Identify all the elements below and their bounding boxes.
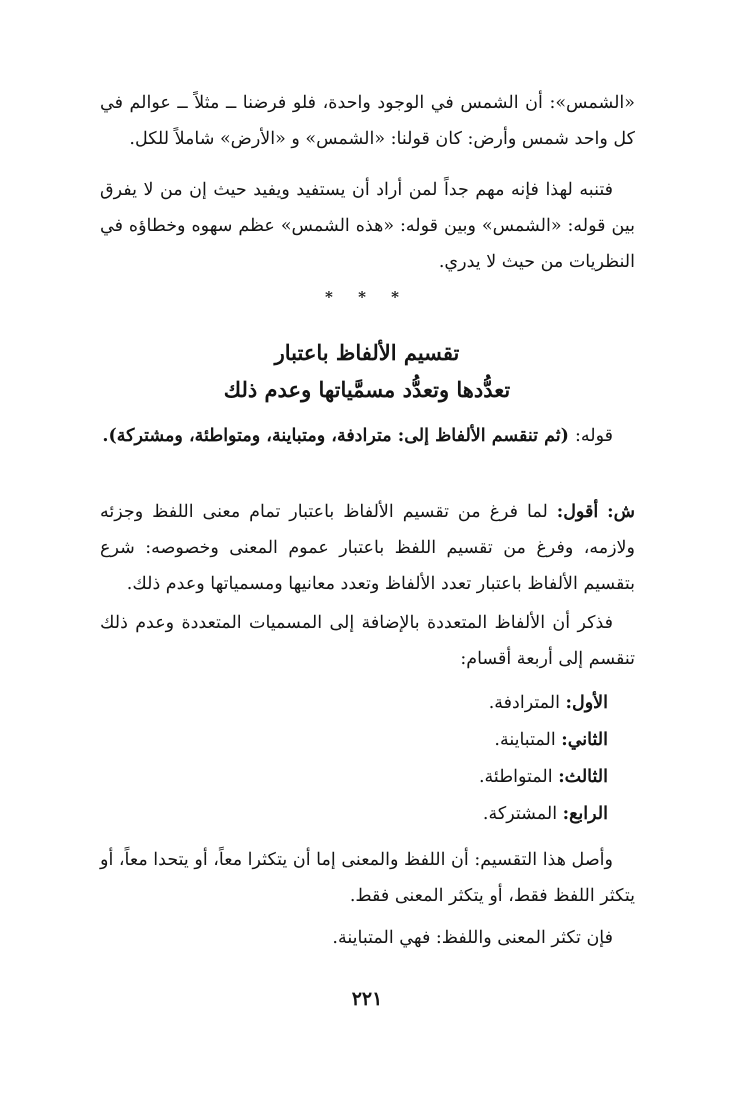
quote-body: (ثم تنقسم الألفاظ إلى: مترادفة، ومتباينة، ومتواطئة، ومشتركة). bbox=[102, 426, 569, 446]
commentary-prefix: ش: bbox=[607, 502, 635, 522]
categories-list bbox=[188, 685, 608, 833]
category-label: الثالث: bbox=[558, 767, 608, 787]
quote-label: قوله: bbox=[574, 426, 613, 446]
category-item bbox=[188, 759, 608, 796]
category-text: المشتركة. bbox=[482, 804, 558, 824]
category-label: الأول: bbox=[565, 693, 608, 713]
category-text: المتواطئة. bbox=[478, 767, 553, 787]
section-heading-line-2: تعدُّدها وتعدُّد مسمَّياتها وعدم ذلك bbox=[223, 377, 511, 402]
category-text: المترادفة. bbox=[488, 693, 560, 713]
paragraph-line: «الشمس»: أن الشمس في الوجود واحدة، فلو فرضنا ــ مثلاً ــ عوالم في bbox=[100, 93, 635, 113]
page-number: ٢٢١ bbox=[351, 988, 383, 1010]
category-item bbox=[188, 685, 608, 722]
intro-paragraph bbox=[100, 605, 635, 677]
category-item bbox=[188, 796, 608, 833]
final-text: فإن تكثر المعنى واللفظ: فهي المتباينة. bbox=[332, 928, 613, 948]
origin-paragraph bbox=[100, 842, 635, 914]
quoted-text bbox=[100, 418, 635, 454]
paragraph-line: كل واحد شمس وأرض: كان قولنا: «الشمس» و «الأرض» شاملاً للكل. bbox=[129, 129, 635, 149]
section-separator: * * * bbox=[325, 288, 409, 306]
category-item bbox=[188, 722, 608, 759]
paragraph-continuation bbox=[100, 85, 635, 157]
paragraph-line: بين قوله: «الشمس» وبين قوله: «هذه الشمس» عظم سهوه وخطاؤه في bbox=[100, 216, 635, 236]
category-text: المتباينة. bbox=[494, 730, 556, 750]
commentary-body: لما فرغ من تقسيم الألفاظ باعتبار تمام معنى اللفظ وجزئه ولازمه، وفرغ من تقسيم اللفظ باعتبار عموم المعنى وخصوصه: شرع بتقسيم الألفاظ باعتبار تعدد الألفاظ وتعدد معانيها ومسمياتها وعدم ذلك. bbox=[100, 502, 635, 594]
commentary-paragraph bbox=[100, 494, 635, 602]
intro-text: فذكر أن الألفاظ المتعددة بالإضافة إلى المسميات المتعددة وعدم ذلك تنقسم إلى أربعة أقسام: bbox=[100, 613, 635, 669]
commentary-label: أقول: bbox=[556, 502, 599, 522]
origin-text: وأصل هذا التقسيم: أن اللفظ والمعنى إما أن يتكثرا معاً، أو يتحدا معاً، أو يتكثر اللفظ فقط، أو يتكثر المعنى فقط. bbox=[100, 850, 635, 906]
paragraph-line: النظريات من حيث لا يدري. bbox=[438, 252, 635, 272]
category-label: الثاني: bbox=[561, 730, 608, 750]
paragraph-line: فتنبه لهذا فإنه مهم جداً لمن أراد أن يستفيد ويفيد حيث إن من لا يفرق bbox=[100, 180, 613, 200]
category-label: الرابع: bbox=[562, 804, 608, 824]
final-paragraph bbox=[100, 920, 635, 956]
paragraph-note bbox=[100, 172, 635, 280]
section-heading-line-1: تقسيم الألفاظ باعتبار bbox=[274, 340, 460, 365]
